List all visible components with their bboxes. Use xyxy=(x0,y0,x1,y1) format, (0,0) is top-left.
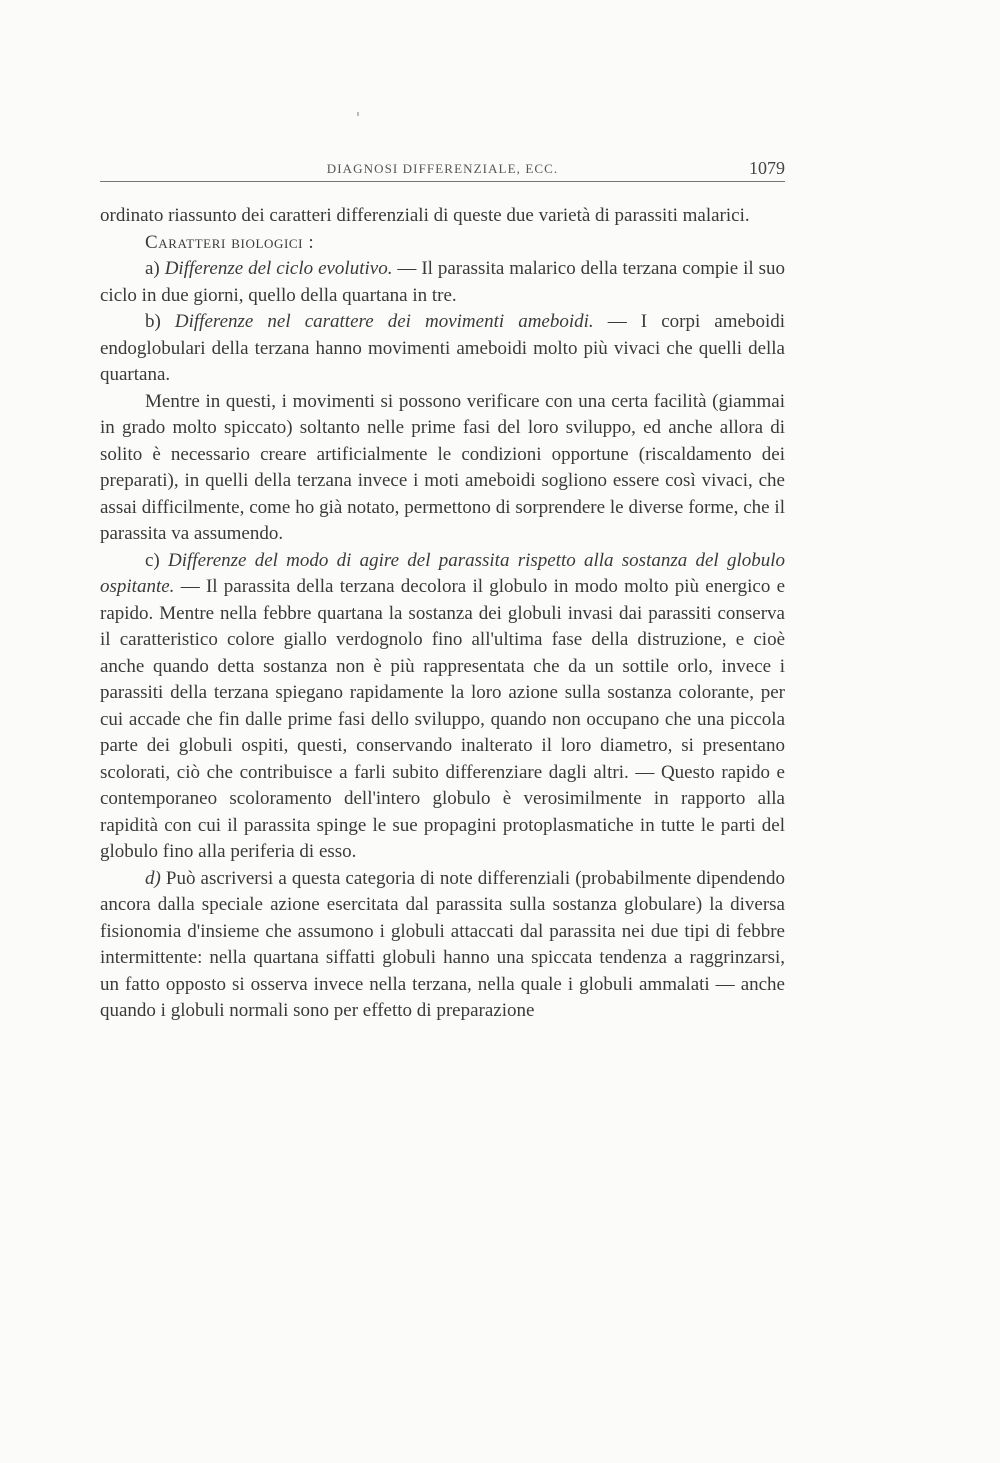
item-c-text: — Il parassita della terzana decolora il globulo in modo molto più energico e rapido. Mentre nella febbre quartana la sostanza dei globuli invasi dai parassiti conserva il caratteristico colore giallo verdognolo fino all'ultima fase della distruzione, e cioè anche quando detta sostanza non è più rappresentata che da un sottile orlo, invece i parassiti della terzana spiegano rapidamente la loro azione sulla sostanza colorante, per cui accade che fin dalle prime fasi dello sviluppo, quando non occupano che una piccola parte dei globuli ospiti, questi, conservando inalterato il loro diametro, si presentano scolorati, ciò che contribuisce a farli subito differenziare dagli altri. — Questo rapido e contemporaneo scoloramento dell'intero globulo è verosimilmente in rapporto alla rapidità con cui il parassita spinge le sue propagini protoplasmatiche in tutte le parti del globulo fino alla periferia di esso. xyxy=(100,576,786,862)
header-rule xyxy=(100,181,785,182)
item-b xyxy=(100,309,785,389)
body-text xyxy=(100,203,785,1025)
item-c-title: Differenze del modo di agire del parassita rispetto alla sostanza del globulo ospitante. xyxy=(100,549,786,597)
item-a-text: — Il parassita malarico della terzana compie il suo ciclo in due giorni, quello della quartana in tre. xyxy=(100,258,786,306)
page-number: 1079 xyxy=(749,158,785,178)
item-c-label: c) xyxy=(145,549,160,571)
page-header xyxy=(100,158,785,182)
item-b-label: b) xyxy=(145,311,161,332)
item-d xyxy=(100,866,785,1025)
running-title: DIAGNOSI DIFFERENZIALE, ECC. xyxy=(326,161,559,176)
paragraph-mentre: Mentre in questi, i movimenti si possono verificare con una certa facilità (giammai in grado molto spiccato) soltanto nelle prime fasi del loro sviluppo, ed anche allora di solito è necessario creare artificialmente le condizioni opportune (riscaldamento dei preparati), in quelli della terzana invece i moti ameboidi sogliono essere così vivaci, che assai difficilmente, come ho già notato, permettono di sorprendere le diverse forme, che il parassita va assumendo. xyxy=(100,390,785,544)
item-d-label: d) xyxy=(145,867,161,889)
paper-speck xyxy=(357,112,359,116)
item-a-label: a) xyxy=(145,258,160,279)
item-d-text: Può ascriversi a questa categoria di note differenziali (probabilmente dipendendo ancora dalla speciale azione esercitata dal parassita sulla sostanza globulare) la diversa fisionomia d'insieme che assumono i globuli attaccati dal parassita nei due tipi di febbre intermittente: nella quartana siffatti globuli hanno una spiccata tendenza a raggrinzarsi, un fatto opposto si osserva invece nella terzana, nella quale i globuli ammalati — anche quando i globuli normali sono per effetto di preparazione xyxy=(100,867,786,1021)
item-b-title: Differenze nel carattere dei movimenti ameboidi. xyxy=(174,311,594,332)
section-heading: Caratteri biologici : xyxy=(145,231,315,253)
item-a-title: Differenze del ciclo evolutivo. xyxy=(164,258,393,279)
item-b-text: — I corpi ameboidi endoglobulari della terzana hanno movimenti ameboidi molto più vivaci che quelli della quartana. xyxy=(100,311,786,385)
item-c xyxy=(100,548,785,866)
paragraph-intro: ordinato riassunto dei caratteri differenziali di queste due varietà di parassiti malarici. xyxy=(100,205,750,226)
item-a xyxy=(100,256,785,309)
